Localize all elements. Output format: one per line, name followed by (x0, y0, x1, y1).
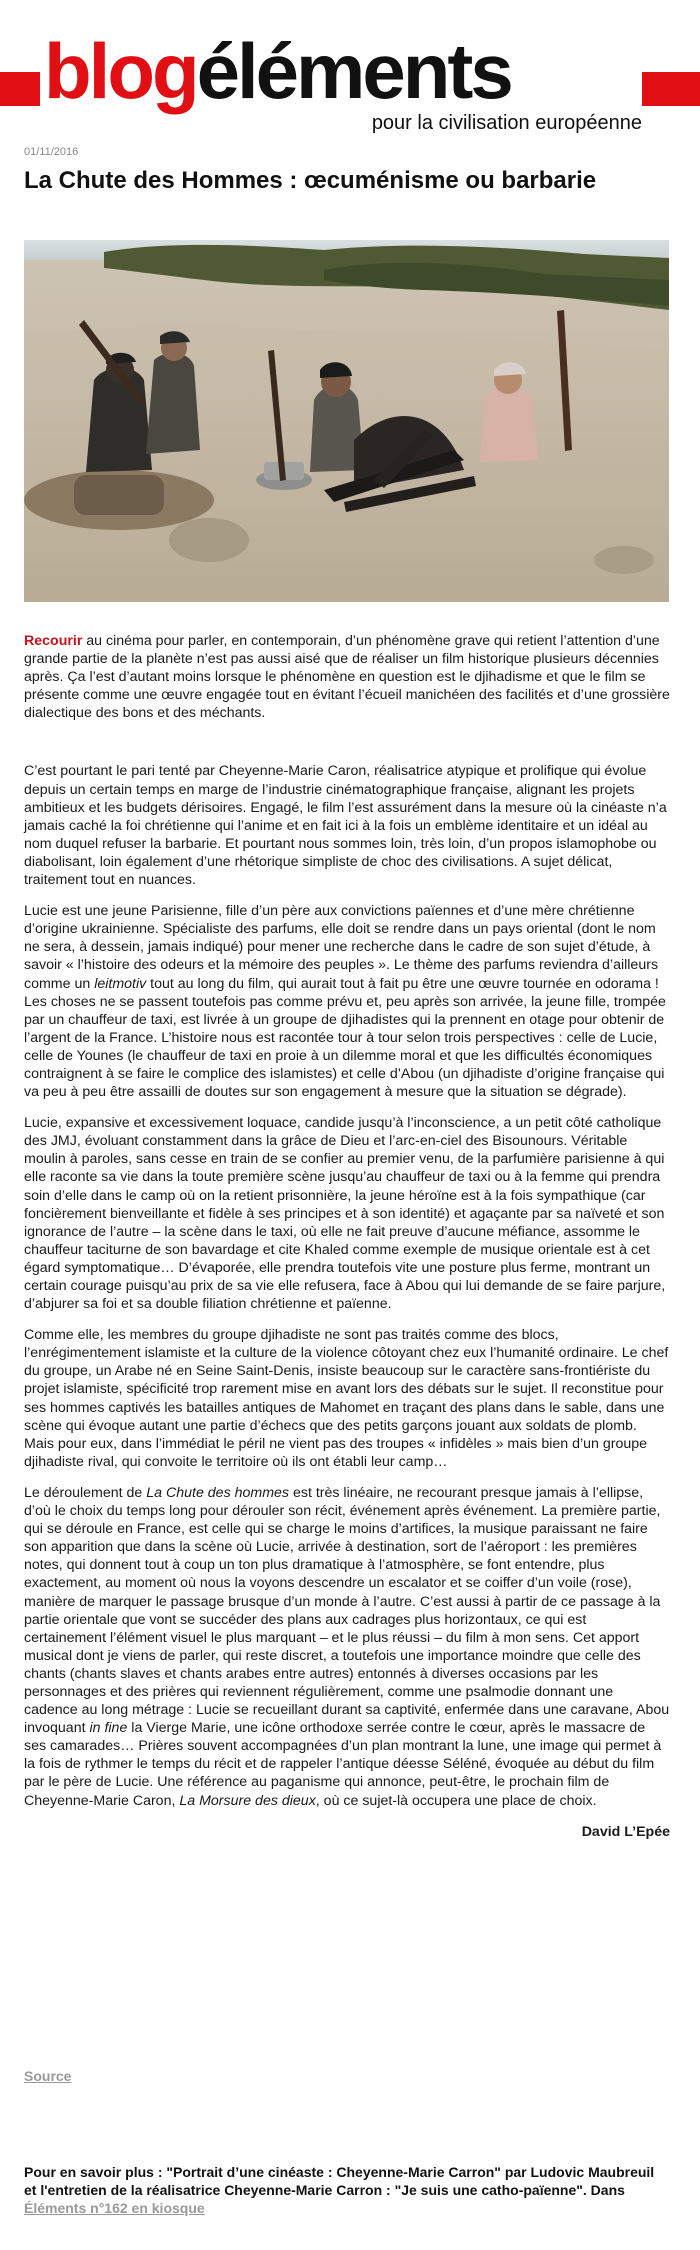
post-date: 01/11/2016 (24, 146, 79, 158)
logo-red-bar-right (642, 72, 700, 106)
logo-elements-text: éléments (196, 27, 511, 115)
post-title: La Chute des Hommes : œcuménisme ou barbarie (24, 167, 597, 194)
author-name: David L’Epée (581, 1823, 670, 1840)
magazine-link[interactable]: Éléments n°162 en kiosque (24, 2200, 205, 2216)
paragraph-5: Comme elle, les membres du groupe djihadiste ne sont pas traités comme des blocs, l’enrégimentement islamiste et la culture de la violence côtoyant chez eux l’humanité ordinaire. Le chef du groupe, un Arabe né en Seine Saint-Denis, insiste beaucoup sur le caractère sans-frontiériste du projet islamiste, spécificité trop rarement mise en avant lors des débats sur le sujet. Il reconstitue pour ses hommes captivés les batailles antiques de Mahomet en traçant des plans dans le sable, dans une scène qui évoque autant une partie d’échecs que des petits garçons jouant aux soldats de plomb. Mais pour eux, dans l’immédiat le péril ne vient pas des troupes « infidèles » mais bien d’un groupe djihadiste rival, qui convoite le territoire où ils ont établi leur camp… (24, 1327, 669, 1470)
paragraph-6 (24, 1484, 670, 1810)
article-body (24, 632, 670, 1841)
paragraph-6-italic-1: La Chute des hommes (146, 1484, 290, 1501)
paragraph-6-text-c: la Vierge Marie, une icône orthodoxe serrée contre le cœur, après le massacre de ses camarades… Prières souvent accompagnées d’un plan montrant la lune, une image qui permet à la fois de rythmer le temps du récit et de rappeler l’antique déesse Séléné, évoquée au début du film par le père de Lucie. Une référence au paganisme qui annonce, peut-être, le prochain film de Cheyenne-Marie Caron, (24, 1720, 662, 1809)
lead-word: Recourir (24, 633, 83, 649)
site-tagline: pour la civilisation européenne (371, 112, 642, 134)
paragraph-6-text-a: Le déroulement de (24, 1484, 147, 1501)
paragraph-4: Lucie, expansive et excessivement loquace, candide jusqu’à l’inconscience, a un petit côté catholique des JMJ, évoluant constamment dans la grâce de Dieu et l’arc-en-ciel des Bisounours. Véritable moulin à paroles, sans cesse en train de se confier au premier venu, de la parfumière parisienne à qui elle raconte sa vie dans la toute première scène jusqu’au chauffeur de taxi ou à la femme qui prendra soin d’elle dans le camp où on la retient prisonnière, la jeune héroïne est à la fois sympathique (car foncièrement bienveillante et fidèle à ses principes et à son identité) et agaçante par sa naïveté et son ignorance de l’autre – la scène dans le taxi, où elle ne fait preuve d’aucune méfiance, assomme le chauffeur taciturne de son bavardage et cite Khaled comme exemple de musique orientale est à cet égard symptomatique… D’évaporée, elle prendra toutefois vite une posture plus ferme, montrant un certain courage puisqu’au prix de sa vie elle refusera, face à Abou qui lui demande de se faire parjure, d’abjurer sa foi et sa double filiation chrétienne et païenne. (24, 1115, 666, 1313)
paragraph-2: C’est pourtant le pari tenté par Cheyenne-Marie Caron, réalisatrice atypique et prolifique qui évolue depuis un certain temps en marge de l’industrie cinématographique française, alignant les projets ambitieux et les budgets dérisoires. Engagé, le film l’est assurément dans la mesure où la cinéaste n’a jamais caché la foi chrétienne qui l’anime et en fait ici à la fois un emblème identitaire et un idéal au nom duquel refuser la barbarie. Et pourtant nous sommes loin, très loin, d’un propos islamophobe ou diabolisant, loin également d’une rhétorique simpliste de choc des civilisations. A sujet délicat, traitement tout en nuances. (24, 763, 667, 889)
paragraph-6-text-b: est très linéaire, ne recourant presque jamais à l’ellipse, d’où le choix du temps long pour dérouler son récit, événement après événement. La première partie, qui se déroule en France, est celle qui se charge le moins d’artifices, la musique paraissant ne faire son apparition que dans la scène où Lucie, arrivée à destination, sort de l’aéroport : les premières notes, qui donnent tout à coup un ton plus dramatique à l’atmosphère, se font entendre, plus exactement, au moment où nous la voyons descendre un escalator et se coiffer d’un voile (rose), manière de marquer le passage brusque d’un monde à l’autre. C’est aussi à partir de ce passage à la partie orientale que vont se succéder des plans aux cadrages plus horizontaux, ce qui est certainement l’élément visuel le plus marquant – et le plus réussi – du film à mon sens. Cet apport musical dont je viens de parler, qui reste discret, a toutefois une importance moindre que celle des chants (chants slaves et chants arabes entre autres) entonnés à diverses occasions par les personnages et des prières qui reviennent régulièrement, comme une psalmodie donnant une cadence au long métrage : Lucie se recueillant durant sa captivité, enfermée dans une caravane, Abou invoquant (24, 1484, 670, 1737)
footer-note (24, 2163, 670, 2217)
paragraph-3-text-b: tout au long du film, qui aurait tout à fait pu être une œuvre tournée en odorama ! Les choses ne se passent toutefois pas comme prévu et, peu après son arrivée, la jeune fille, trompée par un chauffeur de taxi, est livrée à un groupe de djihadistes qui la prennent en otage pour obtenir de l’argent de la France. L’histoire nous est racontée tour à tour selon trois perspectives : celle de Lucie, celle de Younes (le chauffeur de taxi en proie à un dilemme moral et que les difficultés économiques contraignent à se faire le complice des islamistes) et celle d’Abou (un djihadiste d’origine française qui va peu à peu être assailli de doutes sur son engagement à mesure que la situation se dégrade). (24, 975, 666, 1101)
paragraph-6-italic-3: La Morsure des dieux (179, 1792, 316, 1809)
footer-note-text: Pour en savoir plus : "Portrait d’une cinéaste : Cheyenne-Marie Carron" par Ludovic Maubreuil et l'entretien de la réalisatrice Cheyenne-Marie Carron : "Je suis une catho-païenne". Dans (24, 2164, 655, 2198)
paragraph-3 (24, 902, 670, 1101)
site-logo[interactable] (44, 27, 511, 115)
masthead[interactable] (0, 20, 700, 138)
paragraph-1-text: au cinéma pour parler, en contemporain, d’un phénomène grave qui retient l’attention d’une grande partie de la planète n’est pas aussi aisé que de réaliser un film historique plusieurs décennies après. Ça l’est d’autant moins lorsque le phénomène en question est le djihadisme et que le film se présente comme une œuvre engagée tout en évitant l’écueil manichéen des facilités et d’une grossière dialectique des bons et des méchants. (24, 633, 670, 722)
logo-blog-text: blog (44, 27, 197, 115)
paragraph-1 (24, 632, 670, 722)
paragraph-6-italic-2: in fine (89, 1720, 128, 1737)
paragraph-6-text-d: , où ce sujet-là occupera une place de choix. (315, 1792, 597, 1809)
source-link[interactable]: Source (24, 2068, 72, 2084)
paragraph-3-italic: leitmotiv (94, 975, 147, 992)
article-photo (24, 240, 669, 602)
paragraph-3-text-a: Lucie est une jeune Parisienne, fille d’un père aux convictions païennes et d’une mère chrétienne d’origine ukrainienne. Spécialiste des parfums, elle doit se rendre dans un pays oriental (dont le nom ne sera, à dessein, jamais indiqué) pour mener une recherche dans le cadre de son sujet d’étude, à savoir « l’histoire des odeurs et la mémoire des peuples ». Le thème des parfums reviendra d’ailleurs comme un (24, 903, 659, 992)
logo-red-bar-left (0, 72, 40, 106)
